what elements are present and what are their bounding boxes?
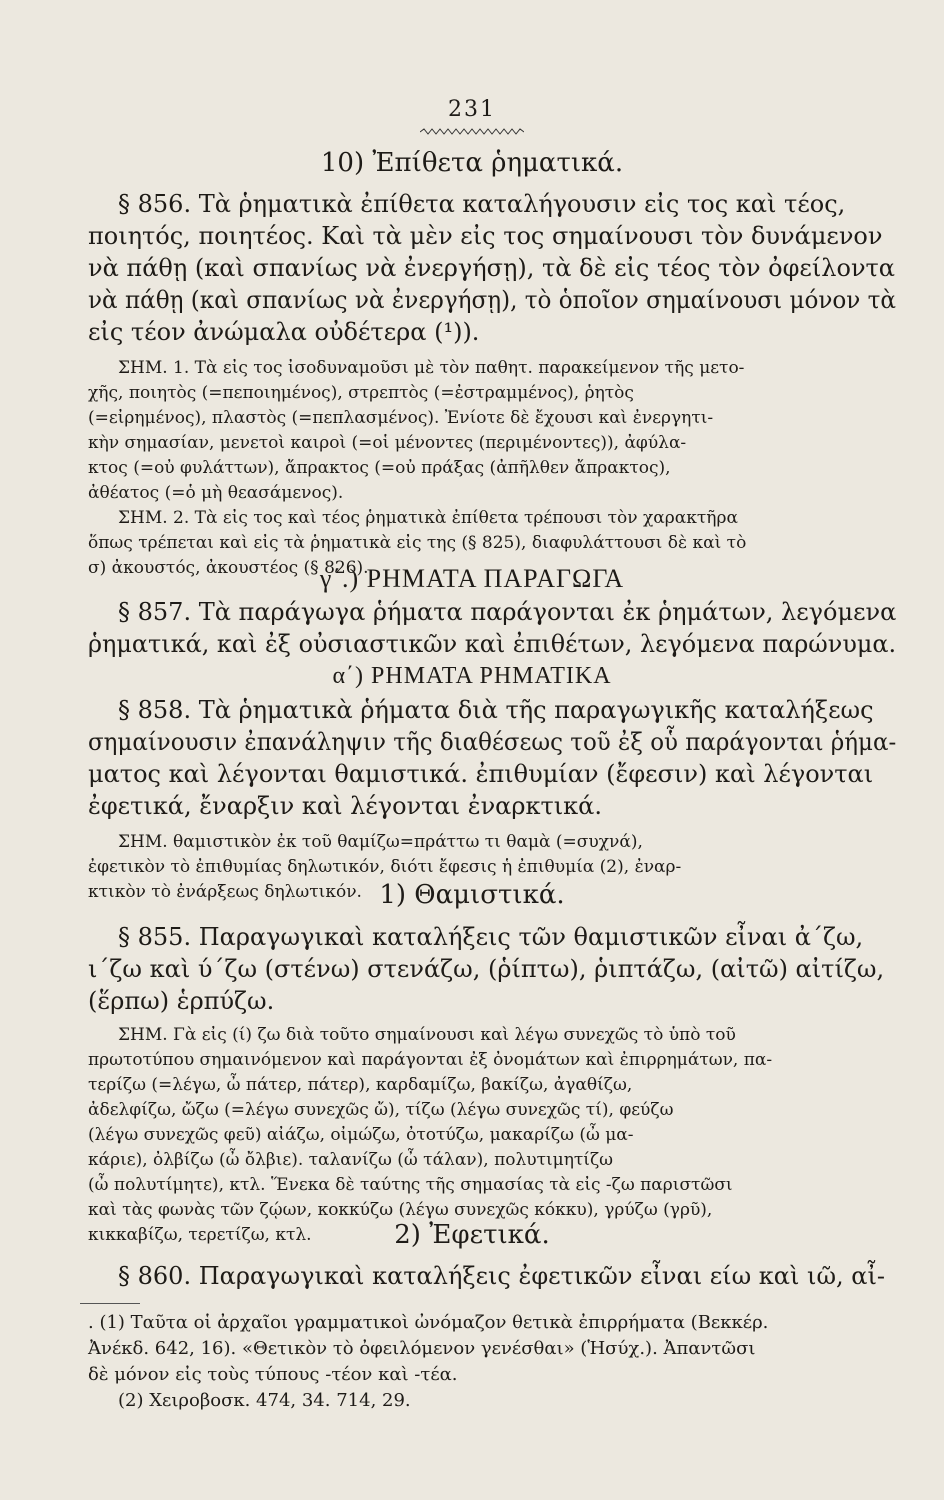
footnote-line: . (1) Ταῦτα οἱ ἀρχαῖοι γραμματικοὶ ὠνόμαζον θετικὰ ἐπιρρήματα (Βεκκέρ. [88,1312,769,1333]
note-4-line: (ὦ πολυτίμητε), κτλ. Ἕνεκα δὲ ταύτης τῆς σημασίας τὰ εἰς -ζω παριστῶσι [88,1175,733,1195]
footnote-line: (2) Χειροβοσκ. 474, 34. 714, 29. [118,1390,411,1411]
heading-rhemata-paragoga: γ΄.) ΡΗΜΑΤΑ ΠΑΡΑΓΩΓΑ [319,564,625,593]
paragraph-858-line: ἐφετικά, ἔναρξιν καὶ λέγονται ἐναρκτικά. [88,792,603,820]
paragraph-857-line: § 857. Τὰ παράγωγα ῥήματα παράγονται ἐκ ῥημάτων, λεγόμενα [118,598,897,626]
note-1-line: κὴν σημασίαν, μενετοὶ καιροὶ (=οἱ μένοντες (περιμένοντες)), ἀφύλα- [88,433,687,453]
note-4-line: κικκαβίζω, τερετίζω, κτλ. [88,1225,312,1245]
note-1-line: κτος (=οὐ φυλάττων), ἄπρακτος (=οὐ πράξας (ἀπῆλθεν ἄπρακτος), [88,458,671,478]
note-4-line: καὶ τὰς φωνὰς τῶν ζῴων, κοκκύζω (λέγω συνεχῶς κόκκυ), γρύζω (γρῦ), [88,1200,713,1220]
note-4-line: ΣΗΜ. Γὰ εἰς (ί) ζω διὰ τοῦτο σημαίνουσι καὶ λέγω συνεχῶς τὸ ὑπὸ τοῦ [118,1025,736,1045]
note-1-line: ΣΗΜ. 1. Τὰ εἰς τος ἰσοδυναμοῦσι μὲ τὸν παθητ. παρακείμενον τῆς μετο- [118,358,745,378]
paragraph-858-line: ματος καὶ λέγονται θαμιστικά. ἐπιθυμίαν (ἔφεσιν) καὶ λέγονται [88,760,874,788]
note-4-line: ἀδελφίζω, ὤζω (=λέγω συνεχῶς ὤ), τίζω (λέγω συνεχῶς τί), φεύζω [88,1100,674,1120]
heading-rhemata-rhematika: α΄) ΡΗΜΑΤΑ ΡΗΜΑΤΙΚΑ [332,663,612,689]
note-4-line: τερίζω (=λέγω, ὦ πάτερ, πάτερ), καρδαμίζω, βακίζω, ἀγαθίζω, [88,1075,633,1095]
heading-ephetika: 2) Ἐφετικά. [394,1220,550,1250]
footnote-line: Ἀνέκδ. 642, 16). «Θετικὸν τὸ ὀφειλόμενον γενέσθαι» (Ἡσύχ.). Ἀπαντῶσι [88,1338,756,1359]
paragraph-855-line: § 855. Παραγωγικαὶ καταλήξεις τῶν θαμιστικῶν εἶναι ἀ΄ζω, [118,923,864,951]
paragraph-855-line: ι΄ζω καὶ ύ΄ζω (στένω) στενάζω, (ῥίπτω), ῥιπτάζω, (αἰτῶ) αἰτίζω, [88,955,885,983]
footnote-line: δὲ μόνον εἰς τοὺς τύπους -τέον καὶ -τέα. [88,1364,458,1385]
heading-thamistika: 1) Θαμιστικά. [379,880,565,910]
note-3-line: κτικὸν τὸ ἐνάρξεως δηλωτικόν. [88,882,362,902]
paragraph-857-line: ῥηματικά, καὶ ἐξ οὐσιαστικῶν καὶ ἐπιθέτων, λεγόμενα παρώνυμα. [88,630,897,658]
paragraph-858-line: σημαίνουσιν ἐπανάληψιν τῆς διαθέσεως τοῦ ἐξ οὗ παράγονται ῥήμα- [88,728,897,756]
paragraph-856-line: εἰς τέον ἀνώμαλα οὐδέτερα (¹)). [88,318,480,346]
paragraph-860-line: § 860. Παραγωγικαὶ καταλήξεις ἐφετικῶν εἶναι είω καὶ ιῶ, αἶ- [118,1262,886,1290]
note-1-line: (=εἰρημένος), πλαστὸς (=πεπλασμένος). Ἐνίοτε δὲ ἔχουσι καὶ ἐνεργητι- [88,408,714,428]
footnote-divider [80,1303,140,1304]
note-3-line: ἐφετικὸν τὸ ἐπιθυμίας δηλωτικόν, διότι ἔφεσις ἡ ἐπιθυμία (2), ἐναρ- [88,857,682,877]
ornament-rule [420,128,524,136]
heading-epitheta-rhematika: 10) Ἐπίθετα ῥηματικά. [320,148,624,178]
note-2-line: σ) ἀκουστός, ἀκουστέος (§ 826). [88,558,369,578]
note-3-line: ΣΗΜ. θαμιστικὸν ἐκ τοῦ θαμίζω=πράττω τι θαμὰ (=συχνά), [118,832,643,852]
note-1-line: χῆς, ποιητὸς (=πεποιημένος), στρεπτὸς (=ἐστραμμένος), ῥητὸς [88,383,634,403]
note-4-line: κάριε), ὀλβίζω (ὦ ὄλβιε). ταλανίζω (ὦ τάλαν), πολυτιμητίζω [88,1150,614,1170]
paragraph-856-line: ποιητός, ποιητέος. Καὶ τὰ μὲν εἰς τος σημαίνουσι τὸν δυνάμενον [88,222,883,250]
paragraph-856-line: νὰ πάθῃ (καὶ σπανίως νὰ ἐνεργήσῃ), τὰ δὲ εἰς τέος τὸν ὀφείλοντα [88,254,896,282]
note-2-line: ὅπως τρέπεται καὶ εἰς τὰ ῥηματικὰ εἰς της (§ 825), διαφυλάττουσι δὲ καὶ τὸ [88,533,747,553]
paragraph-858-line: § 858. Τὰ ῥηματικὰ ῥήματα διὰ τῆς παραγωγικῆς καταλήξεως [118,696,874,724]
paragraph-856-line: § 856. Τὰ ῥηματικὰ ἐπίθετα καταλήγουσιν εἰς τος καὶ τέος, [118,190,846,218]
note-4-line: πρωτοτύπου σημαινόμενον καὶ παράγονται ἐξ ὀνομάτων καὶ ἐπιρρημάτων, πα- [88,1050,773,1070]
paragraph-855-line: (ἕρπω) ἑρπύζω. [88,987,275,1015]
note-4-line: (λέγω συνεχῶς φεῦ) αἰάζω, οἰμώζω, ὀτοτύζω, μακαρίζω (ὦ μα- [88,1125,634,1145]
note-1-line: ἀθέατος (=ὁ μὴ θεασάμενος). [88,483,344,503]
page-number: 231 [448,97,496,122]
paragraph-856-line: νὰ πάθῃ (καὶ σπανίως νὰ ἐνεργήσῃ), τὸ ὁποῖον σημαίνουσι μόνον τὰ [88,286,897,314]
note-2-line: ΣΗΜ. 2. Τὰ εἰς τος καὶ τέος ῥηματικὰ ἐπίθετα τρέπουσι τὸν χαρακτῆρα [118,508,738,528]
